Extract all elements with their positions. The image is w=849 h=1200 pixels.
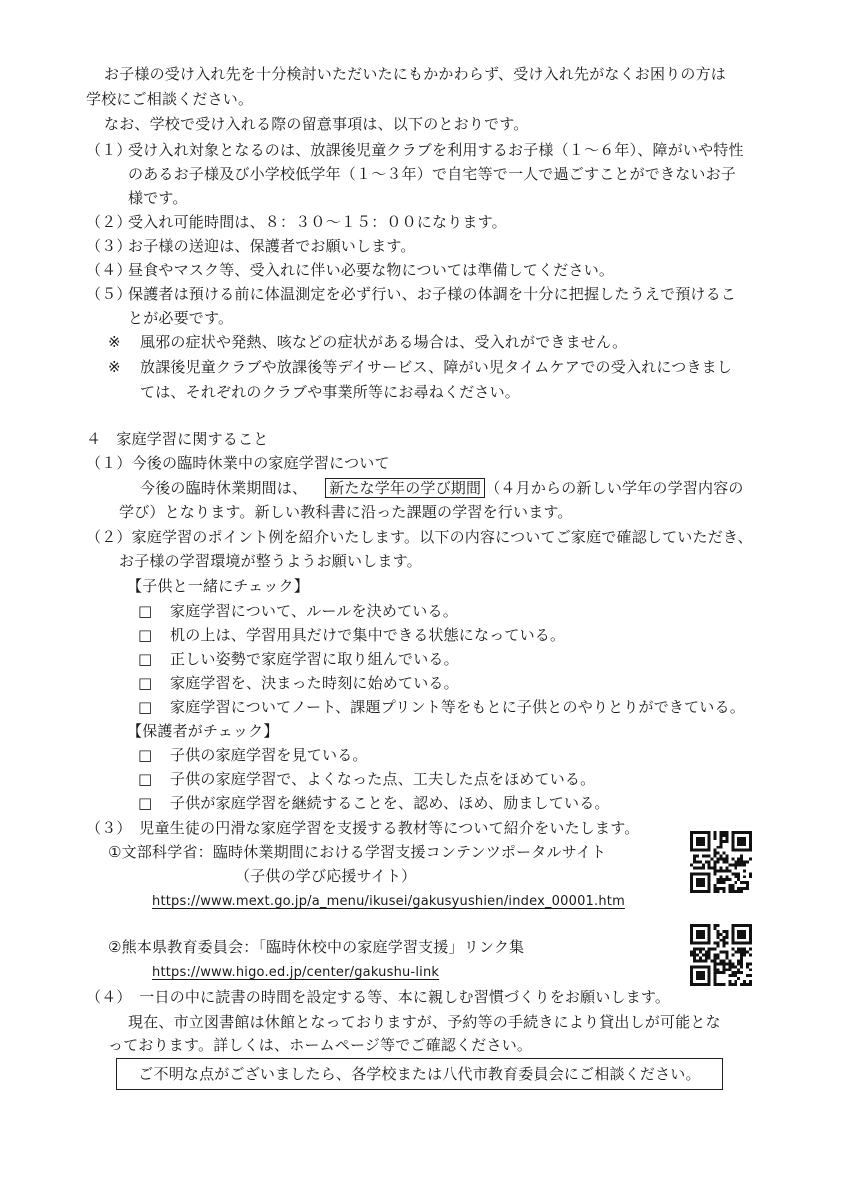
child-item-1: 家庭学習について、ルールを決めている。 [170,602,458,620]
sub-4-line-1: （４） 一日の中に読書の時間を設定する等、本に親しむ習慣づくりをお願いします。 [86,988,671,1006]
boxed-term-new-grade-period: 新たな学年の学び期間 [325,478,485,498]
note-1-line-2: のあるお子様及び小学校低学年（１～３年）で自宅等で一人で過ごすことができないお子 [128,165,737,183]
resource-2-title: ②熊本県教育委員会：「臨時休校中の家庭学習支援」リンク集 [108,938,525,956]
remark-2-line-1: 放課後児童クラブや放課後等デイサービス、障がい児タイムケアでの受入れにつきまし [140,358,733,376]
parent-item-1: 子供の家庭学習を見ている。 [170,746,368,764]
child-checkbox-4: □ [138,674,153,692]
intro-line-3: なお、学校で受け入れる際の留意事項は、以下のとおりです。 [104,115,529,133]
child-item-5: 家庭学習についてノート、課題プリント等をもとに子供とのやりとりができている。 [170,698,745,716]
child-item-4: 家庭学習を、決まった時刻に始めている。 [170,674,459,692]
note-3-number: （３） [86,237,132,255]
sub-4-line-3: っております。詳しくは、ホームページ等でご確認ください。 [108,1036,533,1054]
sub-1-line-1-start: 今後の臨時休業期間は、 [140,479,308,497]
note-5-line-1: 保護者は預ける前に体温測定を必ず行い、お子様の体調を十分に把握したうえで預けるこ [128,285,737,303]
note-3-text: お子様の送迎は、保護者でお願いします。 [128,237,416,255]
child-checkbox-5: □ [138,698,153,716]
note-4-number: （４） [86,261,132,279]
sub-1-title: （１）今後の臨時休業中の家庭学習について [86,454,390,472]
remark-mark-1: ※ [108,333,121,351]
contact-notice-text: ご不明な点がございましたら、各学校または八代市教育委員会にご相談ください。 [138,1065,701,1083]
parent-checkbox-2: □ [138,770,153,788]
contact-notice-box [116,1058,723,1090]
parent-item-3: 子供が家庭学習を継続することを、認め、ほめ、励ましている。 [170,794,610,812]
sub-1-line-1-end: （４月からの新しい学年の学習内容の [485,479,744,497]
note-5-line-2: とが必要です。 [128,309,234,327]
child-item-3: 正しい姿勢で家庭学習に取り組んでいる。 [170,650,459,668]
qr-code-mext [690,831,752,893]
note-2-number: （２） [86,213,132,231]
note-1-number: （１） [86,141,132,159]
sub-3-text: （３） 児童生徒の円滑な家庭学習を支援する教材等について紹介をいたします。 [86,819,640,837]
sub-2-line-2: お子様の学習環境が整うようお願いします。 [119,552,422,570]
parent-item-2: 子供の家庭学習で、よくなった点、工夫した点をほめている。 [170,770,596,788]
intro-line-2: 学校にご相談ください。 [86,90,254,108]
remark-2-line-2: ては、それぞれのクラブや事業所等にお尋ねください。 [140,383,521,401]
child-item-2: 机の上は、学習用具だけで集中できる状態になっている。 [170,626,566,644]
child-check-title: 【子供と一緒にチェック】 [127,577,309,595]
resource-1-title: ①文部科学省：臨時休業期間における学習支援コンテンツポータルサイト [108,843,607,861]
resource-2-url-link[interactable]: https://www.higo.ed.jp/center/gakushu-link [152,965,440,980]
note-2-text: 受入れ可能時間は、８：３０～１５：００になります。 [128,213,507,231]
resource-1-url-link[interactable]: https://www.mext.go.jp/a_menu/ikusei/gakusyushien/index_00001.htm [152,894,625,909]
note-1-line-3: 様です。 [128,189,188,207]
remark-1-text: 風邪の症状や発熱、咳などの症状がある場合は、受入れができません。 [140,333,628,351]
child-checkbox-2: □ [138,626,153,644]
child-checkbox-3: □ [138,650,153,668]
intro-line-1: お子様の受け入れ先を十分検討いただいたにもかかわらず、受け入れ先がなくお困りの方は [104,65,727,83]
sub-4-line-2: 現在、市立図書館は休館となっておりますが、予約等の手続きにより貸出しが可能とな [128,1013,721,1031]
child-checkbox-1: □ [138,602,153,620]
parent-check-title: 【保護者がチェック】 [127,722,279,740]
resource-1-subtitle: （子供の学び応援サイト） [235,867,417,885]
parent-checkbox-1: □ [138,746,153,764]
note-5-number: （５） [86,285,132,303]
note-4-text: 昼食やマスク等、受入れに伴い必要な物については準備してください。 [128,261,615,279]
sub-1-line-1 [140,477,744,499]
sub-1-line-2: 学び）となります。新しい教科書に沿った課題の学習を行います。 [119,503,573,521]
note-1-line-1: 受け入れ対象となるのは、放課後児童クラブを利用するお子様（１～６年）、障がいや特性 [128,141,744,159]
sub-2-line-1: （２）家庭学習のポイント例を紹介いたします。以下の内容についてご家庭で確認していただき、 [86,528,753,546]
qr-code-kumamoto [690,924,752,986]
remark-mark-2: ※ [108,358,121,376]
parent-checkbox-3: □ [138,794,153,812]
section-4-heading: ４ 家庭学習に関すること [86,430,269,448]
